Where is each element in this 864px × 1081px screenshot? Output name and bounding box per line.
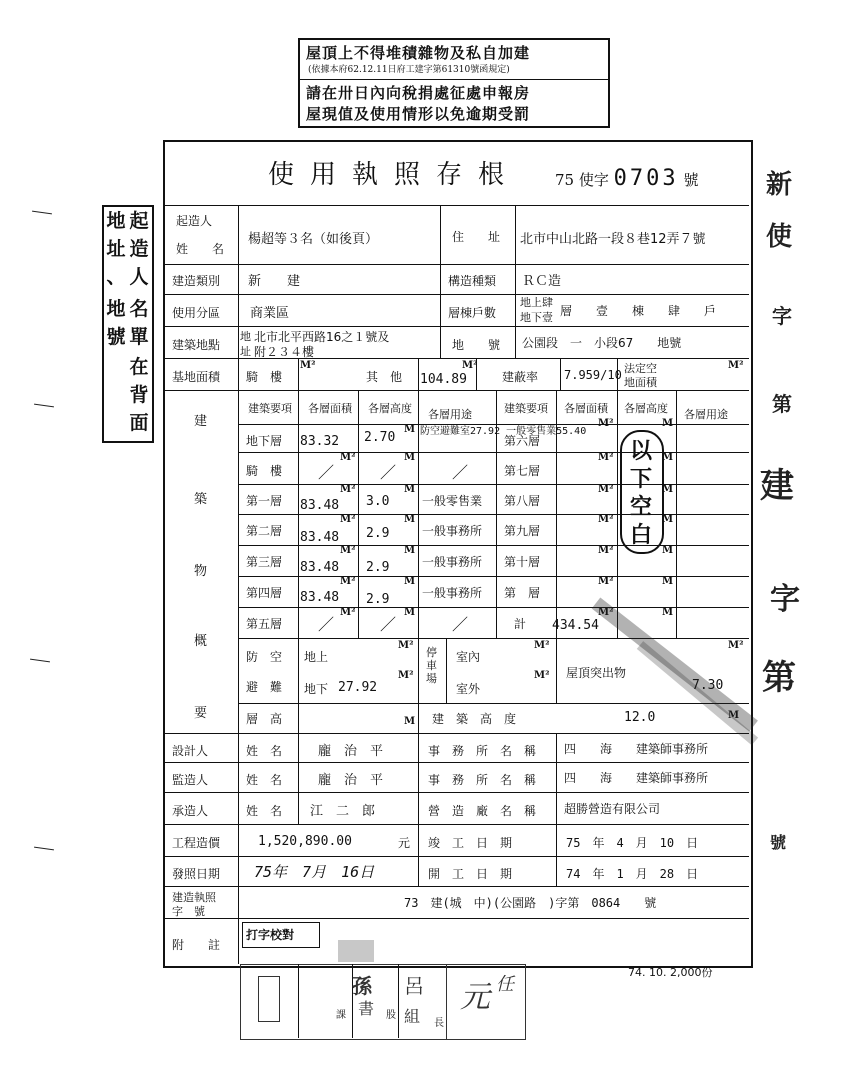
unit-m: M: [662, 418, 674, 429]
side-note-char: 起: [129, 210, 149, 232]
cost-label: 工程造價: [172, 836, 221, 850]
floor-height: 2.9: [366, 592, 390, 607]
floor-height: ／: [380, 615, 397, 634]
unit-m2: M²: [598, 607, 614, 618]
grid-line: [238, 638, 749, 639]
side-note-char: 地: [106, 298, 126, 320]
floor-height-label: 層 高: [246, 712, 283, 726]
supervisor-name-label: 姓 名: [246, 773, 283, 787]
base-area-label: 基地面積: [172, 370, 221, 384]
contractor-firm: 超勝營造有限公司: [564, 802, 661, 816]
notice-divider: [300, 79, 608, 80]
permit-suffix: 號: [683, 171, 699, 189]
shelter-label-b: 避 難: [246, 680, 283, 694]
grid-line: [418, 390, 419, 638]
floor-area: ／: [318, 463, 335, 482]
unit-m2: M²: [598, 418, 614, 429]
grid-line: [163, 733, 749, 734]
base-other-label: 其 他: [366, 370, 403, 384]
roof-value: 7.30: [692, 678, 724, 693]
unit-m2: M²: [598, 484, 614, 495]
cost-unit: 元: [398, 836, 411, 850]
grid-line: [398, 964, 399, 1038]
floor-area: 83.48: [300, 590, 340, 605]
grid-line: [446, 638, 447, 703]
grid-line: [163, 294, 749, 295]
total-area: 434.54: [552, 618, 599, 633]
floor-item: 第二層: [246, 524, 283, 538]
grid-line: [298, 390, 299, 638]
shelter-below-label: 地下: [304, 682, 329, 696]
unit-m2: M²: [340, 452, 356, 463]
applicant-value: 楊超等３名（如後頁）: [248, 232, 379, 247]
coverage-label: 建蔽率: [502, 370, 539, 384]
typist-label: 打字校對: [246, 928, 295, 942]
edge-stamp-char: 號: [770, 833, 787, 852]
grid-line: [163, 205, 749, 206]
building-height-value: 12.0: [624, 710, 656, 725]
designer-label: 設計人: [172, 744, 209, 758]
signature-mark: 長: [434, 1018, 444, 1029]
edge-stamp-char: 字: [772, 304, 792, 328]
site-prefix-a: 地: [240, 330, 251, 343]
grid-line: [418, 733, 419, 886]
unit-m2: M²: [398, 670, 414, 681]
blank-note-char: 以: [630, 438, 653, 464]
unit-m2: M²: [340, 514, 356, 525]
designer-name-label: 姓 名: [246, 744, 283, 758]
col-header: 各層面積: [564, 402, 608, 415]
address-value: 北市中山北路一段８巷12弄７號: [520, 232, 706, 247]
unit-m: M: [662, 484, 674, 495]
grid-line: [163, 856, 749, 857]
lot-label: 地 號: [452, 338, 501, 352]
cost-value: 1,520,890.00: [258, 834, 352, 849]
col-header: 各層用途: [684, 408, 728, 421]
supervisor-label: 監造人: [172, 773, 209, 787]
floor-height: ／: [380, 463, 397, 482]
site-prefix-b: 址: [240, 345, 251, 358]
side-note-char: 背: [129, 384, 149, 406]
side-note-box: [102, 205, 154, 443]
floor-height: 2.9: [366, 560, 390, 575]
blank-note-char: 下: [630, 466, 653, 492]
unit-m: M: [404, 607, 416, 618]
unit-m2: M²: [598, 576, 614, 587]
floor-item: 地下層: [246, 434, 283, 448]
site-value-b: 附２３４樓: [254, 345, 315, 359]
unit-m2: M²: [300, 360, 316, 371]
edge-stamp-char: 建: [760, 466, 794, 506]
col-header: 各層面積: [308, 402, 352, 415]
issue-date-value: 75年 7月 16日: [254, 863, 375, 881]
margin-mark: [30, 659, 50, 663]
grid-line: [617, 390, 618, 638]
floor-height: 2.9: [366, 526, 390, 541]
floor-item: 第十層: [504, 555, 541, 569]
unit-m2: M²: [398, 640, 414, 651]
floor-item: 第四層: [246, 586, 283, 600]
blank-note-char: 空: [630, 494, 653, 520]
designer-office: 四 海 建築師事務所: [564, 742, 709, 756]
floor-use: 一般事務所: [422, 524, 483, 538]
signature-mark: 孫: [352, 974, 372, 998]
grid-line: [298, 358, 299, 390]
grid-line: [163, 918, 749, 919]
floor-item: 騎 樓: [246, 464, 283, 478]
base-arcade-label: 騎 樓: [246, 370, 283, 384]
col-header: 建築要項: [504, 402, 548, 415]
floors-value-detail: 層 壹 棟 肆 戶: [560, 304, 717, 318]
grid-line: [418, 638, 419, 703]
floor-use: ／: [452, 615, 469, 634]
building-side-label: 築: [194, 492, 208, 507]
signature-mark: 元: [460, 980, 490, 1015]
floor-item: 第五層: [246, 617, 283, 631]
zone-value: 商業區: [250, 306, 290, 321]
start-date-value: 74 年 1 月 28 日: [566, 867, 699, 881]
floor-use: 防空避難室27.92 一般零售業55.40: [420, 426, 587, 437]
side-note-char: 、: [106, 266, 126, 288]
floor-area: 83.48: [300, 530, 340, 545]
col-header: 各層高度: [368, 402, 412, 415]
floor-item: 計: [514, 617, 527, 631]
unit-m2: M²: [728, 640, 744, 651]
floors-value-below: 地下壹: [520, 311, 553, 324]
floor-use: ／: [452, 463, 469, 482]
contractor-name-label: 姓 名: [246, 804, 283, 818]
col-header: 建築要項: [248, 402, 292, 415]
edge-stamp-char: 字: [770, 582, 800, 617]
floor-area: 83.48: [300, 498, 340, 513]
building-side-label: 物: [194, 564, 208, 579]
notice-line-3: 請在卅日內向稅捐處征處申報房: [306, 84, 531, 102]
grid-line: [298, 964, 299, 1038]
grid-line: [556, 733, 557, 886]
side-note-char: 單: [129, 326, 149, 348]
structure-label: 構造種類: [448, 274, 497, 288]
side-note-char: 址: [106, 238, 126, 260]
shelter-above-label: 地上: [304, 650, 329, 664]
floor-item: 第一層: [246, 494, 283, 508]
completion-label: 竣 工 日 期: [428, 836, 513, 850]
contractor-name: 江 二 郎: [310, 804, 376, 819]
contractor-label: 承造人: [172, 804, 209, 818]
supervisor-office-label: 事 務 所 名 稱: [428, 773, 537, 787]
grid-line: [163, 326, 749, 327]
applicant-label: 起造人: [176, 214, 213, 228]
open-space-label-a: 法定空: [624, 362, 657, 375]
unit-m: M: [404, 716, 416, 727]
floor-area: 83.48: [300, 560, 340, 575]
side-note-char: 名: [129, 298, 149, 320]
floor-height: 3.0: [366, 494, 390, 509]
issue-date-label: 發照日期: [172, 867, 221, 881]
notice-box: [298, 38, 610, 128]
grid-line: [418, 703, 419, 733]
signature-mark: 呂: [404, 974, 424, 998]
floor-item: 第三層: [246, 555, 283, 569]
side-note-char: 在: [129, 356, 149, 378]
parking-label: 停車場: [426, 646, 437, 685]
unit-m2: M²: [598, 514, 614, 525]
floor-item: 第七層: [504, 464, 541, 478]
grid-line: [440, 205, 441, 358]
signature-mark: 任: [496, 974, 514, 995]
notice-line-2: (依據本府62.12.11日府工建字第61310號函規定): [308, 65, 510, 75]
permit-year: 75: [555, 171, 575, 189]
base-other-value: 104.89: [420, 372, 467, 387]
unit-m2: M²: [728, 360, 744, 371]
unit-m: M: [404, 424, 416, 435]
side-note-char: 面: [129, 412, 149, 434]
grid-line: [163, 824, 749, 825]
edge-stamp-char: 第: [772, 392, 792, 416]
zone-label: 使用分區: [172, 306, 221, 320]
notice-line-4: 屋現值及使用情形以免逾期受罰: [306, 105, 531, 123]
ink-smudge: [338, 940, 374, 962]
edge-stamp-char: 使: [766, 222, 793, 252]
roof-label: 屋頂突出物: [566, 666, 627, 680]
margin-mark: [34, 404, 54, 408]
applicant-name-label: 姓 名: [176, 242, 225, 256]
parking-outdoor-label: 室外: [456, 682, 481, 696]
grid-line: [515, 205, 516, 358]
grid-line: [163, 762, 749, 763]
floor-use: 一般事務所: [422, 555, 483, 569]
form-title: 使用執照存根: [268, 160, 521, 190]
unit-m2: M²: [340, 576, 356, 587]
unit-m2: M²: [462, 360, 478, 371]
floor-item: 第六層: [504, 434, 541, 448]
floor-area: 83.32: [300, 434, 340, 449]
building-side-label: 要: [194, 706, 208, 721]
grid-line: [163, 792, 749, 793]
seal-stamp: [258, 976, 280, 1022]
site-label: 建築地點: [172, 338, 221, 352]
permit-ref-value: 73 建(城 中)(公園路 )字第 0864 號: [404, 896, 657, 910]
coverage-value: 7.959/10: [564, 368, 622, 382]
unit-m2: M²: [340, 545, 356, 556]
grid-line: [163, 264, 749, 265]
signature-mark: 課: [336, 1010, 346, 1021]
unit-m: M: [404, 545, 416, 556]
signature-mark: 組: [404, 1007, 421, 1026]
floor-item: 第八層: [504, 494, 541, 508]
floor-area: ／: [318, 615, 335, 634]
floors-label: 層棟戶數: [448, 306, 497, 320]
permit-code: 使字: [578, 171, 609, 189]
unit-m: M: [728, 710, 740, 721]
edge-stamp-char: 新: [766, 170, 793, 200]
print-info: 74. 10. 2,000份: [628, 966, 713, 979]
open-space-label-b: 地面積: [624, 376, 657, 389]
grid-line: [238, 703, 749, 704]
blank-note-char: 白: [630, 522, 653, 548]
notice-line-1: 屋頂上不得堆積雜物及私自加建: [306, 44, 531, 62]
site-value-a: 北市北平西路16之１號及: [254, 330, 390, 344]
structure-value: ＲＣ造: [522, 274, 562, 289]
grid-line: [298, 638, 299, 733]
shelter-below-value: 27.92: [338, 680, 378, 695]
permit-serial: 0703: [613, 166, 679, 191]
grid-line: [298, 733, 299, 824]
side-note-char: 號: [106, 326, 126, 348]
floor-height: 2.70: [364, 430, 396, 445]
unit-m: M: [662, 607, 674, 618]
unit-m2: M²: [534, 670, 550, 681]
signature-mark: 股: [386, 1010, 396, 1021]
floors-value-above: 地上肆: [520, 296, 553, 309]
supervisor-name: 龐 治 平: [318, 773, 384, 788]
permit-number: [555, 166, 698, 191]
unit-m2: M²: [340, 607, 356, 618]
remark-label: 附 註: [172, 938, 221, 952]
unit-m: M: [662, 452, 674, 463]
side-note-char: 造: [129, 238, 149, 260]
col-header: 各層用途: [428, 408, 472, 421]
margin-mark: [32, 211, 52, 215]
parking-indoor-label: 室內: [456, 650, 481, 664]
grid-line: [163, 886, 749, 887]
unit-m: M: [404, 484, 416, 495]
floor-item: 第 層: [504, 586, 541, 600]
grid-line: [418, 358, 419, 390]
side-note-char: 人: [129, 266, 149, 288]
designer-name: 龐 治 平: [318, 744, 384, 759]
unit-m: M: [662, 576, 674, 587]
building-height-label: 建 築 高 度: [432, 712, 517, 726]
permit-label-b: 字 號: [172, 905, 205, 918]
margin-mark: [34, 847, 54, 851]
shelter-label-a: 防 空: [246, 650, 283, 664]
unit-m2: M²: [534, 640, 550, 651]
building-side-label: 概: [194, 634, 208, 649]
unit-m: M: [662, 545, 674, 556]
permit-label-a: 建造執照: [172, 891, 216, 904]
floor-use: 一般事務所: [422, 586, 483, 600]
side-note-char: 地: [106, 210, 126, 232]
unit-m: M: [662, 514, 674, 525]
unit-m2: M²: [598, 545, 614, 556]
grid-line: [238, 205, 239, 964]
grid-line: [163, 390, 749, 391]
col-header: 各層高度: [624, 402, 668, 415]
edge-stamp-char: 第: [762, 658, 796, 698]
unit-m: M: [404, 514, 416, 525]
grid-line: [676, 390, 677, 638]
grid-line: [358, 390, 359, 638]
lot-value: 公園段 一 小段67 地號: [522, 336, 682, 350]
signature-mark: 書: [358, 999, 375, 1018]
designer-office-label: 事 務 所 名 稱: [428, 744, 537, 758]
grid-line: [560, 358, 561, 390]
floor-use: 一般零售業: [422, 494, 483, 508]
unit-m: M: [404, 576, 416, 587]
unit-m2: M²: [598, 452, 614, 463]
building-side-label: 建: [194, 414, 208, 429]
supervisor-office: 四 海 建築師事務所: [564, 771, 709, 785]
contractor-firm-label: 營 造 廠 名 稱: [428, 804, 537, 818]
unit-m: M: [404, 452, 416, 463]
build-type-label: 建造類別: [172, 274, 221, 288]
address-label: 住 址: [452, 230, 501, 244]
floor-item: 第九層: [504, 524, 541, 538]
blank-note: [620, 430, 664, 554]
grid-line: [556, 638, 557, 703]
build-type-value: 新 建: [248, 274, 301, 289]
start-date-label: 開 工 日 期: [428, 867, 513, 881]
unit-m2: M²: [340, 484, 356, 495]
completion-value: 75 年 4 月 10 日: [566, 836, 699, 850]
